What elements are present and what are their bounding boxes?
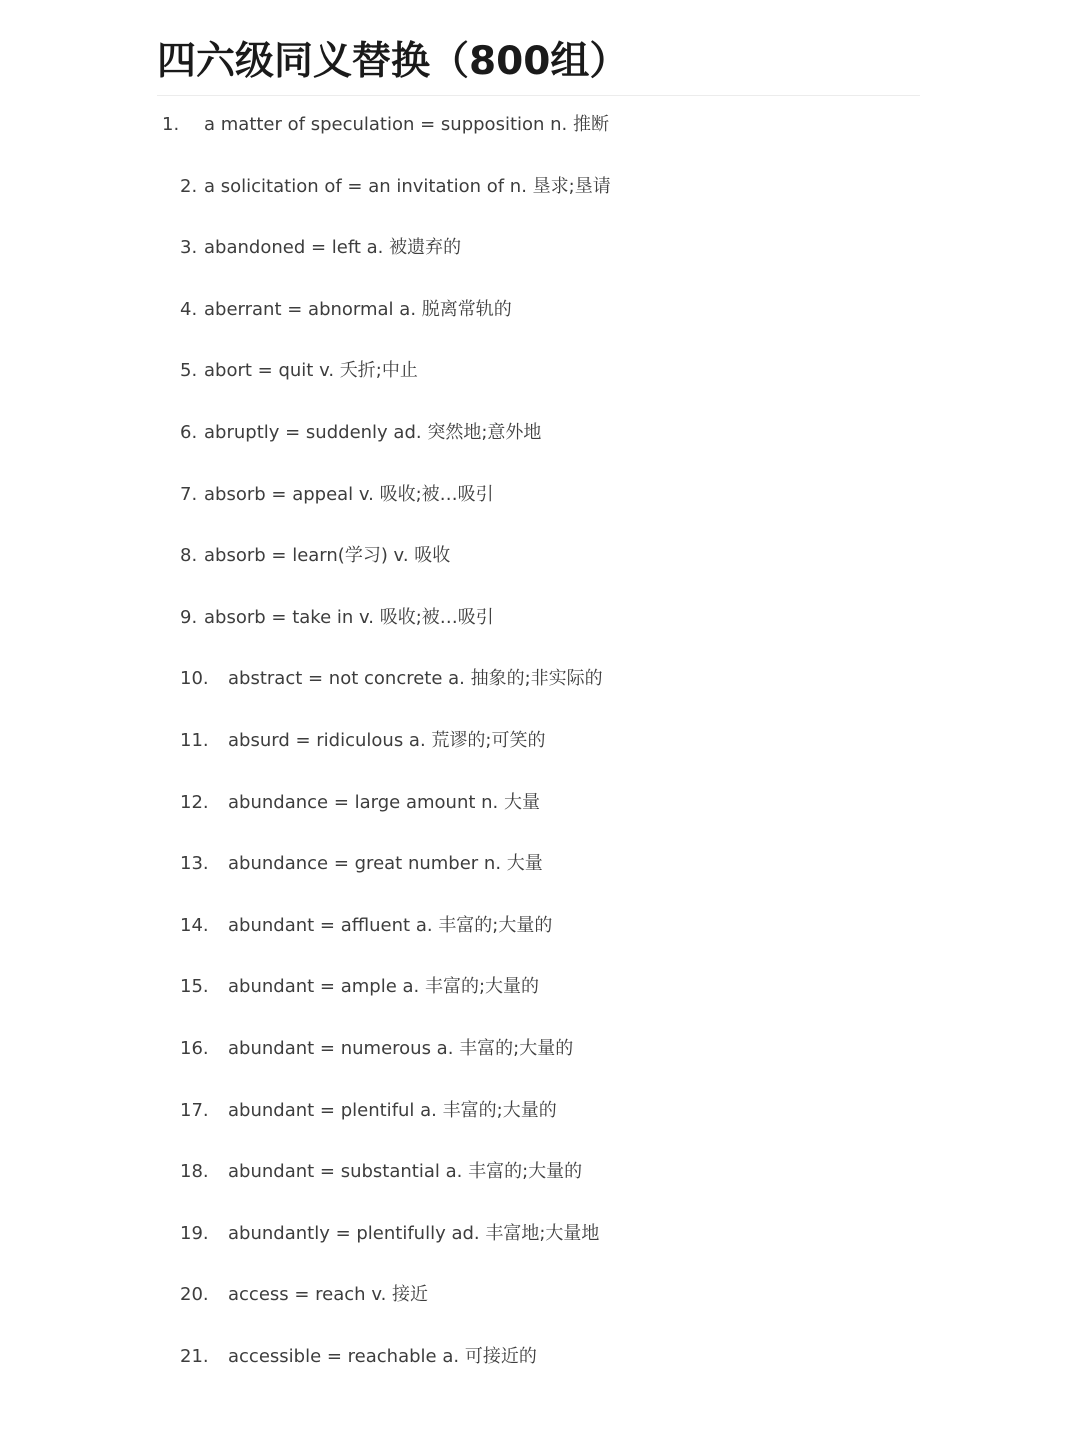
item-text: abundant = substantial a. 丰富的;大量的 (228, 1161, 583, 1182)
item-number: 6. (180, 422, 198, 443)
item-number: 8. (180, 545, 198, 566)
item-number: 21. (180, 1346, 209, 1367)
item-number: 9. (180, 607, 198, 628)
item-text: abundant = ample a. 丰富的;大量的 (228, 976, 540, 997)
item-text: abort = quit v. 夭折;中止 (204, 360, 418, 381)
item-number: 10. (180, 668, 209, 689)
page-title: 四六级同义替换（800组） (157, 39, 629, 84)
item-text: abundance = great number n. 大量 (228, 853, 543, 874)
item-text: aberrant = abnormal a. 脱离常轨的 (204, 299, 512, 320)
item-number: 13. (180, 853, 209, 874)
item-text: absorb = learn(学习) v. 吸收 (204, 545, 451, 566)
item-number: 14. (180, 915, 209, 936)
item-text: absurd = ridiculous a. 荒谬的;可笑的 (228, 730, 546, 751)
item-text: absorb = appeal v. 吸收;被…吸引 (204, 484, 494, 505)
item-number: 17. (180, 1100, 209, 1121)
item-text: access = reach v. 接近 (228, 1284, 429, 1305)
item-number: 2. (180, 176, 198, 197)
item-number: 18. (180, 1161, 209, 1182)
item-text: absorb = take in v. 吸收;被…吸引 (204, 607, 494, 628)
item-text: abundance = large amount n. 大量 (228, 792, 540, 813)
item-text: a solicitation of = an invitation of n. 垦求;垦请 (204, 176, 611, 197)
item-text: abundant = numerous a. 丰富的;大量的 (228, 1038, 574, 1059)
item-number: 3. (180, 237, 198, 258)
item-number: 11. (180, 730, 209, 751)
item-text: accessible = reachable a. 可接近的 (228, 1346, 537, 1367)
item-number: 19. (180, 1223, 209, 1244)
item-number: 1. (162, 114, 180, 135)
item-number: 20. (180, 1284, 209, 1305)
item-number: 5. (180, 360, 198, 381)
item-number: 4. (180, 299, 198, 320)
item-text: abundantly = plentifully ad. 丰富地;大量地 (228, 1223, 600, 1244)
item-text: a matter of speculation = supposition n. 推断 (204, 114, 609, 135)
item-number: 15. (180, 976, 209, 997)
item-number: 16. (180, 1038, 209, 1059)
item-text: abandoned = left a. 被遗弃的 (204, 237, 462, 258)
item-text: abruptly = suddenly ad. 突然地;意外地 (204, 422, 542, 443)
item-number: 12. (180, 792, 209, 813)
item-text: abundant = affluent a. 丰富的;大量的 (228, 915, 553, 936)
title-divider (157, 95, 920, 96)
item-text: abstract = not concrete a. 抽象的;非实际的 (228, 668, 603, 689)
item-number: 7. (180, 484, 198, 505)
item-text: abundant = plentiful a. 丰富的;大量的 (228, 1100, 557, 1121)
